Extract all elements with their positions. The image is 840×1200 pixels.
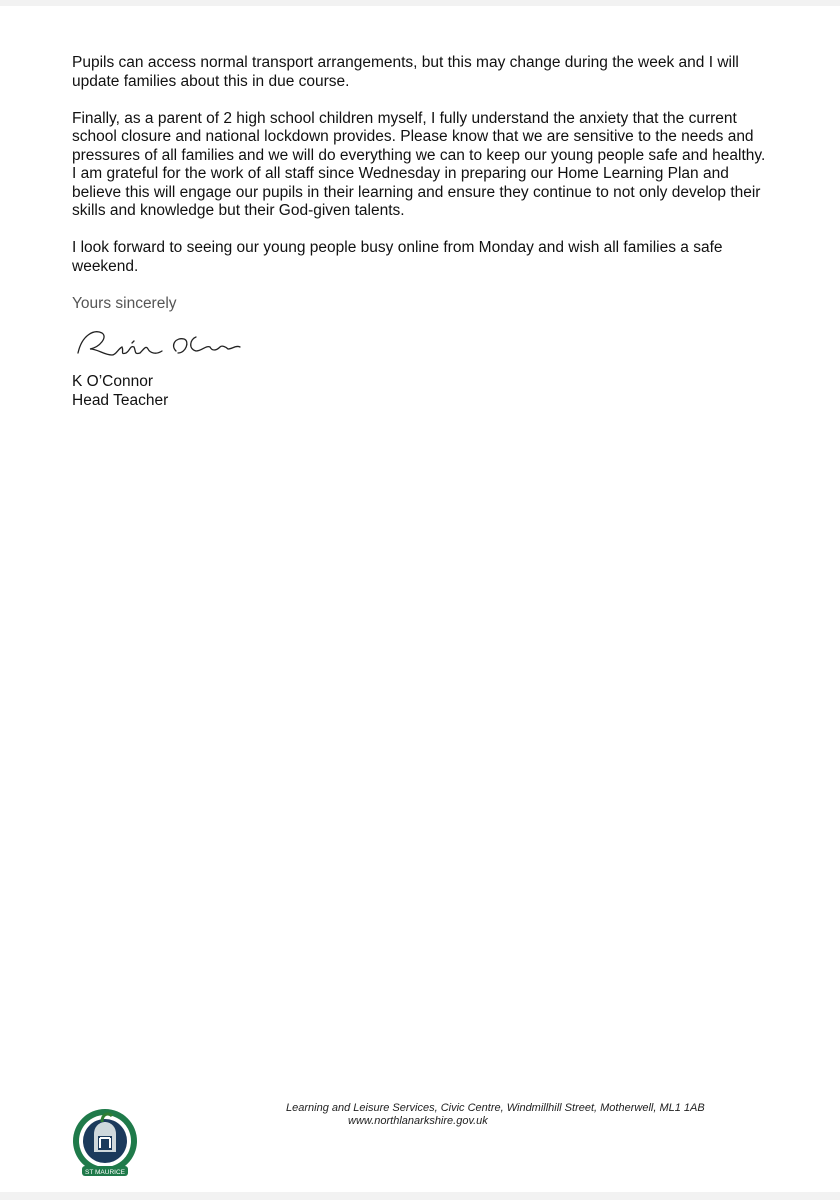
signatory-title: Head Teacher	[72, 391, 169, 409]
handwritten-signature	[72, 325, 242, 361]
signatory-name: K O’Connor	[72, 373, 153, 390]
closing-salutation: Yours sincerely	[72, 294, 177, 312]
footer-address: Learning and Leisure Services, Civic Centre, Windmillhill Street, Motherwell, ML1 1AB	[286, 1102, 705, 1114]
paragraph-closure: Finally, as a parent of 2 high school children myself, I fully understand the anxiety that the current school closure and national lockdown provides. Please know that we are sensitive to the needs and pressures of all families and we will do everything we can to keep our young people safe and healthy. I am grateful for the work of all staff since Wednesday in preparing our Home Learning Plan and believe this will engage our pupils in their learning and ensure they continue to not only develop their skills and knowledge but their God-given talents.	[72, 109, 766, 219]
letter-body	[72, 54, 772, 410]
school-crest-logo	[72, 1104, 138, 1180]
crest-text: ST MAURICE	[85, 1169, 125, 1176]
footer-website[interactable]: www.northlanarkshire.gov.uk	[348, 1115, 488, 1127]
paragraph-closing-wish: I look forward to seeing our young people busy online from Monday and wish all families a safe weekend.	[72, 239, 723, 275]
letter-page	[0, 6, 840, 1192]
footer-address-block	[286, 1102, 705, 1128]
signatory-block	[72, 373, 772, 410]
paragraph-transport: Pupils can access normal transport arrangements, but this may change during the week and I will update families about this in due course.	[72, 54, 739, 90]
